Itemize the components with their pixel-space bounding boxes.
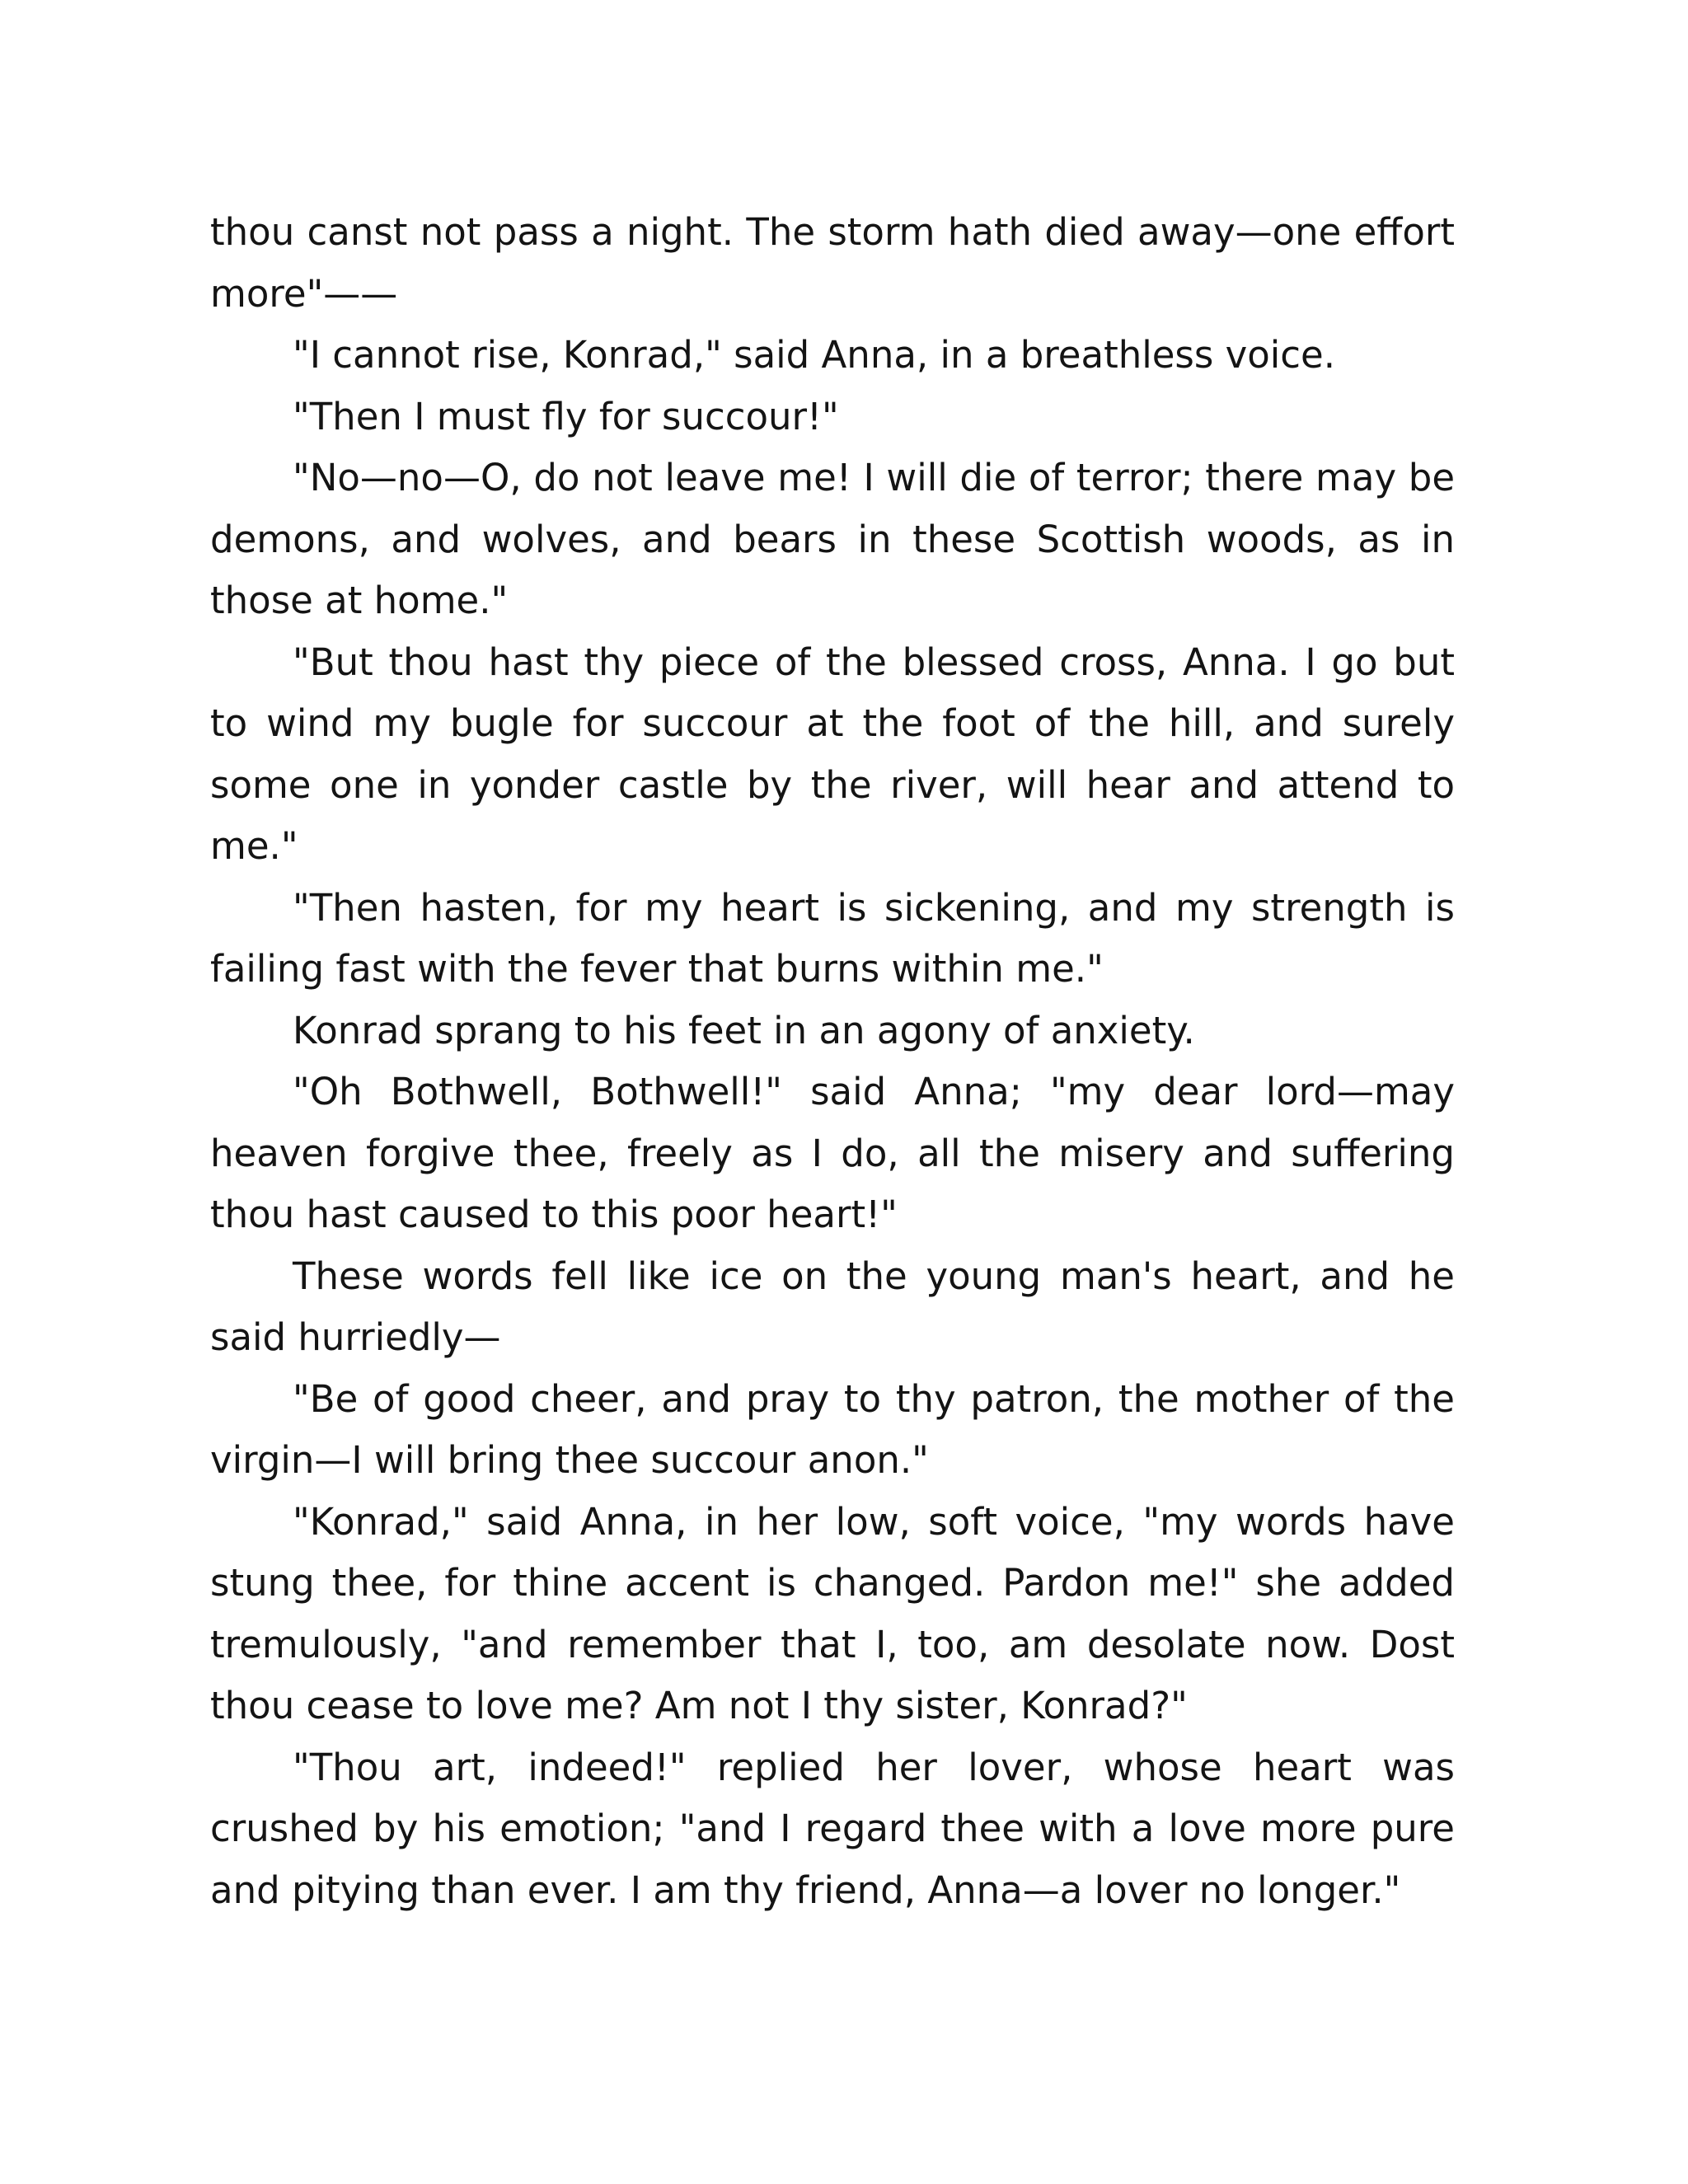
paragraph: "No—no—O, do not leave me! I will die of terror; there may be demons, and wolves, and bears in these Scottish woods, as in those at home."	[210, 456, 1455, 622]
body-text	[210, 202, 1455, 1921]
paragraph: Konrad sprang to his feet in an agony of anxiety.	[293, 1008, 1195, 1052]
paragraph: "Then I must fly for succour!"	[293, 394, 839, 438]
paragraph: "Then hasten, for my heart is sickening, and my strength is failing fast with the fever that burns within me."	[210, 885, 1455, 991]
paragraph: "Thou art, indeed!" replied her lover, whose heart was crushed by his emotion; "and I regard thee with a love more pure and pitying than ever. I am thy friend, Anna—a lover no longer."	[210, 1745, 1455, 1912]
paragraph-continued: thou canst not pass a night. The storm hath died away—one effort more"——	[210, 210, 1455, 316]
paragraph: "I cannot rise, Konrad," said Anna, in a breathless voice.	[293, 333, 1336, 377]
paragraph: "Konrad," said Anna, in her low, soft voice, "my words have stung thee, for thine accent is changed. Pardon me!" she added tremulously, "and remember that I, too, am desolate now. Dost thou cease to love me? Am not I thy sister, Konrad?"	[210, 1499, 1455, 1727]
paragraph: "But thou hast thy piece of the blessed cross, Anna. I go but to wind my bugle for succour at the foot of the hill, and surely some one in yonder castle by the river, will hear and attend to me."	[210, 640, 1455, 868]
paragraph: These words fell like ice on the young man's heart, and he said hurriedly—	[210, 1254, 1455, 1359]
paragraph: "Be of good cheer, and pray to thy patron, the mother of the virgin—I will bring thee succour anon."	[210, 1376, 1455, 1482]
paragraph: "Oh Bothwell, Bothwell!" said Anna; "my dear lord—may heaven forgive thee, freely as I do, all the misery and suffering thou hast caused to this poor heart!"	[210, 1070, 1455, 1236]
